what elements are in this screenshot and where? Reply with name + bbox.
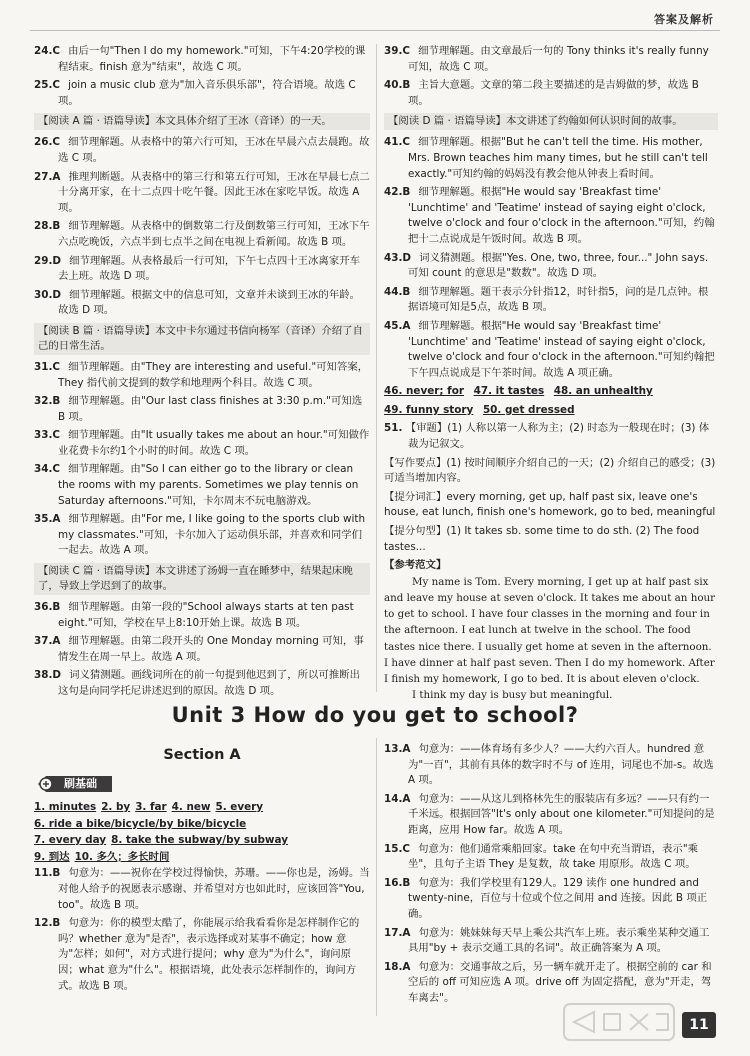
answer-letter: A <box>52 635 61 648</box>
answer-entry <box>34 135 370 166</box>
explanation-text: 句意为：姚妹妹每天早上乘公共汽车上班。表示乘坐某种交通工具用"by + 表示交通工具的名词"。故正确答案为 A 项。 <box>408 926 710 955</box>
header-rule <box>30 30 720 31</box>
answer-entry <box>384 842 718 873</box>
explanation-text: 句意为：交通事故之后，另一辆车就开走了。根据空前的 car 和空后的 off 可知应选 A 项。drive off 为固定搭配，意为"开走，驾车离去"。 <box>408 960 712 1004</box>
question-number: 40. <box>384 79 403 92</box>
fill-answer: 46. never; for <box>384 385 464 398</box>
explanation-text: 细节理解题。根据文中的信息可知，文章并未谈到王冰的年龄。故选 D 项。 <box>58 288 360 317</box>
question-number: 38. <box>34 669 53 682</box>
writing-patterns: 【提分句型】(1) It takes sb. some time to do sth. (2) The food tastes... <box>384 525 700 553</box>
question-number: 18. <box>384 960 403 973</box>
left-column-bottom <box>34 800 370 997</box>
answer-letter: A <box>52 170 61 183</box>
answer-letter: B <box>402 285 411 298</box>
answer-letter: B <box>52 220 61 233</box>
answer-entry <box>384 44 718 75</box>
question-number: 43. <box>384 251 403 264</box>
answer-letter: B <box>52 917 61 930</box>
answer-letter: A <box>402 319 411 332</box>
fill-answer: 47. it tastes <box>473 385 545 398</box>
answer-letter: C <box>52 136 61 149</box>
question-number: 34. <box>34 463 53 476</box>
explanation-text: 词义猜测题。根据"Yes. One, two, three, four..." John says. 可知 count 的意思是"数数"。故选 D 项。 <box>408 251 709 280</box>
explanation-text: 句意为：——体育场有多少人？——大约六百人。hundred 意为"一百"，其前有具体的数字时不与 of 连用，词尾也不加-s。故选 A 项。 <box>408 743 714 787</box>
answer-entry <box>384 319 718 381</box>
answer-letter: A <box>402 792 411 805</box>
answer-entry <box>384 876 718 923</box>
reading-guide-b: 【阅读 B 篇 · 语篇导读】本文中卡尔通过书信向杨军（音译）介绍了自己的日常生活。 <box>34 323 370 355</box>
question-number: 31. <box>34 360 53 373</box>
answer-entry <box>34 394 370 425</box>
answer-entry <box>34 44 370 75</box>
sample-essay-label: 【参考范文】 <box>384 559 447 572</box>
question-number: 14. <box>384 792 403 805</box>
answer-entry <box>34 916 370 994</box>
answer-letter: C <box>52 429 61 442</box>
explanation-text: 细节理解题。从表格中的倒数第二行及倒数第三行可知，王冰下午六点吃晚饭，六点半到七点半之间在电视上看新闻。故选 B 项。 <box>58 220 370 248</box>
answer-entry <box>34 634 370 665</box>
explanation-text: join a music club 意为"加入音乐俱乐部"，符合语境。故选 C 项。 <box>58 79 356 107</box>
answer-letter: B <box>402 186 411 199</box>
question-number: 44. <box>384 285 403 298</box>
fill-answers-row-2 <box>384 403 718 419</box>
question-number: 39. <box>384 45 403 57</box>
answer-entry <box>34 600 370 631</box>
writing-vocabulary: 【提分词汇】every morning, get up, half past six, leave one's house, eat lunch, finish one's homework, go to bed, meaningful <box>384 490 716 519</box>
explanation-text: 细节理解题。由文章最后一句的 Tony thinks it's really funny 可知，故选 C 项。 <box>408 45 709 73</box>
essay-paragraph: I think my day is busy but meaningful. <box>412 689 613 702</box>
sample-essay <box>384 574 718 704</box>
essay-paragraph: My name is Tom. Every morning, I get up at half past six and leave my house at seven o'clock. It takes me about an hour to get to school. I have four classes in the morning and four in the afternoon. I eat lunch at twelve in the school. The food tastes nice there. I usually get home at seven in the afternoon. I have dinner at half past seven. Then I do my homework. After I finish my homework, I go to bed. It is about eleven o'clock. <box>384 575 716 686</box>
explanation-text: 细节理解题。由第二段开头的 One Monday morning 可知，事情发生在周一早上。故选 A 项。 <box>58 635 364 663</box>
basics-answer: 9. 到达 <box>34 850 70 863</box>
question-number: 42. <box>384 186 403 199</box>
explanation-text: 推理判断题。从表格中的第三行和第五行可知，王冰在早晨七点二十分离开家，在十二点四十吃午餐。因此王冰在家吃早饭。故选 A 项。 <box>58 170 370 214</box>
basics-answer: 2. by <box>101 801 131 813</box>
fill-answer: 48. an unhealthy <box>553 385 653 398</box>
answer-letter: C <box>402 842 411 855</box>
answer-entry <box>34 428 370 459</box>
question-number: 17. <box>384 926 403 939</box>
question-number: 36. <box>34 601 53 614</box>
explanation-text: 细节理解题。从表格最后一行可知，下午七点四十王冰离家开车去上班。故选 D 项。 <box>58 254 360 283</box>
answer-letter: B <box>402 79 411 92</box>
page-header: 答案及解析 <box>654 13 714 26</box>
answer-letter: C <box>402 45 411 57</box>
answer-letter: D <box>52 288 62 301</box>
answer-entry <box>34 360 370 391</box>
right-column-top <box>384 44 718 703</box>
answer-entry <box>384 251 718 282</box>
question-number: 29. <box>34 254 53 267</box>
basics-answer: 5. every <box>215 801 264 813</box>
question-number: 12. <box>34 917 53 930</box>
reading-guide-a: 【阅读 A 篇 · 语篇导读】本文具体介绍了王冰（音译）的一天。 <box>34 113 370 130</box>
answer-letter: B <box>52 867 61 880</box>
basics-badge <box>36 774 114 794</box>
question-number: 41. <box>384 136 403 149</box>
explanation-text: 主旨大意题。文章的第二段主要描述的是吉姆做的梦，故选 B 项。 <box>408 79 699 107</box>
reading-guide-d: 【阅读 D 篇 · 语篇导读】本文讲述了约翰如何认识时间的故事。 <box>384 113 718 130</box>
explanation-text: 细节理解题。由"They are interesting and useful."可知答案，They 指代前文提到的数学和地理两个科目。故选 C 项。 <box>58 360 369 389</box>
writing-points: 【写作要点】(1) 按时间顺序介绍自己的一天；(2) 介绍自己的感受；(3) 可适当增加内容。 <box>384 456 716 485</box>
question-number: 51. <box>384 422 403 435</box>
answer-letter: A <box>52 513 61 526</box>
answer-letter: C <box>402 136 411 149</box>
explanation-text: 细节理解题。根据"He would say 'Breakfast time' 'Lunchtime' and 'Teatime' instead of saying eight o'clock, twelve o'clock and four o'clock in the afternoon."可知约翰把下午四点说成是下午茶时间。故选 A 项正确。 <box>408 319 715 379</box>
answer-entry <box>384 792 718 839</box>
answer-entry <box>384 926 718 957</box>
section-title: Section A <box>163 747 241 763</box>
right-column-bottom <box>384 742 718 1010</box>
explanation-text: 句意为：他们通常乘船回家。take 在句中充当谓语，表示"乘坐"，且句子主语 They 是复数，故 take 用原形。故选 C 项。 <box>408 842 698 871</box>
answer-letter: C <box>52 45 61 57</box>
answer-letter: B <box>402 876 411 889</box>
answer-entry <box>384 78 718 109</box>
question-number: 27. <box>34 170 53 183</box>
answer-entry <box>34 170 370 217</box>
reading-guide-c: 【阅读 C 篇 · 语篇导读】本文讲述了汤姆一直在睡梦中，结果起床晚了，导致上学迟到了的故事。 <box>34 563 370 595</box>
answer-letter: A <box>402 926 411 939</box>
answer-letter: D <box>52 254 62 267</box>
answer-letter: C <box>52 360 61 373</box>
explanation-text: 细节理解题。由"So I can either go to the library or clean the rooms with my parents. Sometimes we play tennis on Saturday afternoons."可知，卡尔周末不玩电脑游戏。 <box>58 463 359 507</box>
basics-answer-line <box>34 800 370 816</box>
explanation-text: 由后一句"Then I do my homework."可知，下午4:20学校的课程结束。finish 意为"结束"，故选 C 项。 <box>58 45 366 73</box>
answer-entry <box>34 462 370 509</box>
basics-answer-line <box>34 850 370 866</box>
question-number: 26. <box>34 136 53 149</box>
question-number: 45. <box>384 319 403 332</box>
answer-letter: B <box>52 395 61 408</box>
answer-entry <box>34 78 370 109</box>
question-number: 13. <box>384 743 403 755</box>
explanation-text: 细节理解题。由第一段的"School always starts at ten past eight."可知，学校在早上8:10开始上课。故选 B 项。 <box>58 601 354 629</box>
writing-task <box>384 421 718 452</box>
answer-entry <box>34 512 370 559</box>
explanation-text: 细节理解题。根据"He would say 'Breakfast time' 'Lunchtime' and 'Teatime' instead of saying eight o'clock, twelve o'clock and four o'clock in the afternoon."可知，约翰把十二点说成是午饭时间。故选 B 项。 <box>408 186 715 245</box>
column-divider-bottom <box>376 738 377 1016</box>
question-number: 30. <box>34 288 53 301</box>
fill-answers-row-1 <box>384 384 718 400</box>
question-number: 16. <box>384 876 403 889</box>
answer-entry <box>384 135 718 182</box>
answer-letter: D <box>402 251 412 264</box>
answer-entry <box>34 254 370 285</box>
explanation-text: 细节理解题。由"It usually takes me about an hour."可知做作业花费卡尔约1个小时的时间。故选 C 项。 <box>58 429 370 457</box>
explanation-text: 句意为：你的模型太酷了，你能展示给我看看你是怎样制作它的吗？whether 意为"是否"，表示选择或对某事不确定；how 意为"怎样；如何"，对方式进行提问；why 意为"为什么"，询问原因；what 意为"什么"。根据语境，此处表示怎样制作的，询问方式。故选 B 项。 <box>58 917 360 992</box>
answer-letter: C <box>52 463 61 476</box>
basics-answer-line <box>34 817 370 833</box>
question-number: 25. <box>34 79 53 92</box>
answer-letter: A <box>402 960 411 973</box>
column-divider <box>376 44 377 692</box>
writing-review: 【审题】(1) 人称以第一人称为主；(2) 时态为一般现在时；(3) 体裁为记叙文。 <box>405 422 710 451</box>
basics-answer: 10. 多久；多长时间 <box>74 850 170 863</box>
explanation-text: 句意为：——祝你在学校过得愉快，苏珊。——你也是，汤姆。当对他人给予的祝愿表示感谢、并希望对方也如此时，应该回答"You, too"。故选 B 项。 <box>58 867 370 911</box>
explanation-text: 细节理解题。由"For me, I like going to the sports club with my classmates."可知，卡尔加入了运动俱乐部，并喜欢和同学们一起去。故选 A 项。 <box>58 513 366 557</box>
basics-answer-line <box>34 833 370 849</box>
question-number: 15. <box>384 842 403 855</box>
answer-entry <box>34 866 370 913</box>
explanation-text: 细节理解题。从表格中的第六行可知，王冰在早晨六点去晨跑。故选 C 项。 <box>58 136 370 164</box>
fill-answer: 49. funny story <box>384 403 474 416</box>
question-number: 11. <box>34 867 53 880</box>
question-number: 37. <box>34 635 53 648</box>
explanation-text: 词义猜测题。画线词所在的前一句提到他迟到了，所以可推断出这句是向同学托尼讲述迟到的原因。故选 D 项。 <box>58 669 360 697</box>
explanation-text: 细节理解题。根据"But he can't tell the time. His mother, Mrs. Brown teaches him many times, but he still can't tell exactly."可知约翰的妈妈没有教会他从钟表上看时间。 <box>408 136 708 180</box>
explanation-text: 细节理解题。由"Our last class finishes at 3:30 p.m."可知选 B 项。 <box>58 395 363 423</box>
answer-letter: D <box>52 669 62 682</box>
answer-entry <box>384 185 718 247</box>
answer-letter: C <box>52 79 61 92</box>
basics-answer: 6. ride a bike/bicycle/by bike/bicycle <box>34 817 247 830</box>
answer-letter: B <box>52 601 61 614</box>
question-number: 33. <box>34 429 53 442</box>
question-number: 28. <box>34 220 53 233</box>
explanation-text: 细节理解题。题干表示分针指12，时针指5，问的是几点钟。根据语境可知是5点，故选 B 项。 <box>408 285 709 314</box>
badge-label: 刷基础 <box>64 777 97 790</box>
answer-entry <box>384 742 718 789</box>
watermark-icon <box>560 998 680 1046</box>
answer-letter: A <box>402 743 411 755</box>
question-number: 35. <box>34 513 53 526</box>
fill-answer: 50. get dressed <box>482 403 575 416</box>
question-number: 32. <box>34 395 53 408</box>
unit-title: Unit 3 How do you get to school? <box>171 703 579 727</box>
explanation-text: 句意为：——从这儿到格林先生的服装店有多远？——只有约一千米远。根据回答"It's only about one kilometer."可知提问的是距离，应用 How far。故选 A 项。 <box>408 792 715 836</box>
basics-answer: 3. far <box>135 801 167 813</box>
answer-entry <box>34 219 370 250</box>
explanation-text: 句意为：我们学校里有129人。129 读作 one hundred and twenty-nine，百位与十位或个位之间用 and 连接。因此 B 项正确。 <box>408 876 708 920</box>
answer-entry <box>34 668 370 699</box>
answer-entry <box>34 288 370 319</box>
left-column-top <box>34 44 370 703</box>
answer-entry <box>384 285 718 316</box>
question-number: 24. <box>34 45 53 57</box>
basics-answer: 1. minutes <box>34 801 97 813</box>
basics-answer: 7. every day <box>34 834 107 847</box>
page-number: 11 <box>682 1012 716 1038</box>
basics-answer: 8. take the subway/by subway <box>111 834 288 847</box>
basics-answer: 4. new <box>171 801 211 813</box>
watermark-logo <box>560 998 680 1046</box>
